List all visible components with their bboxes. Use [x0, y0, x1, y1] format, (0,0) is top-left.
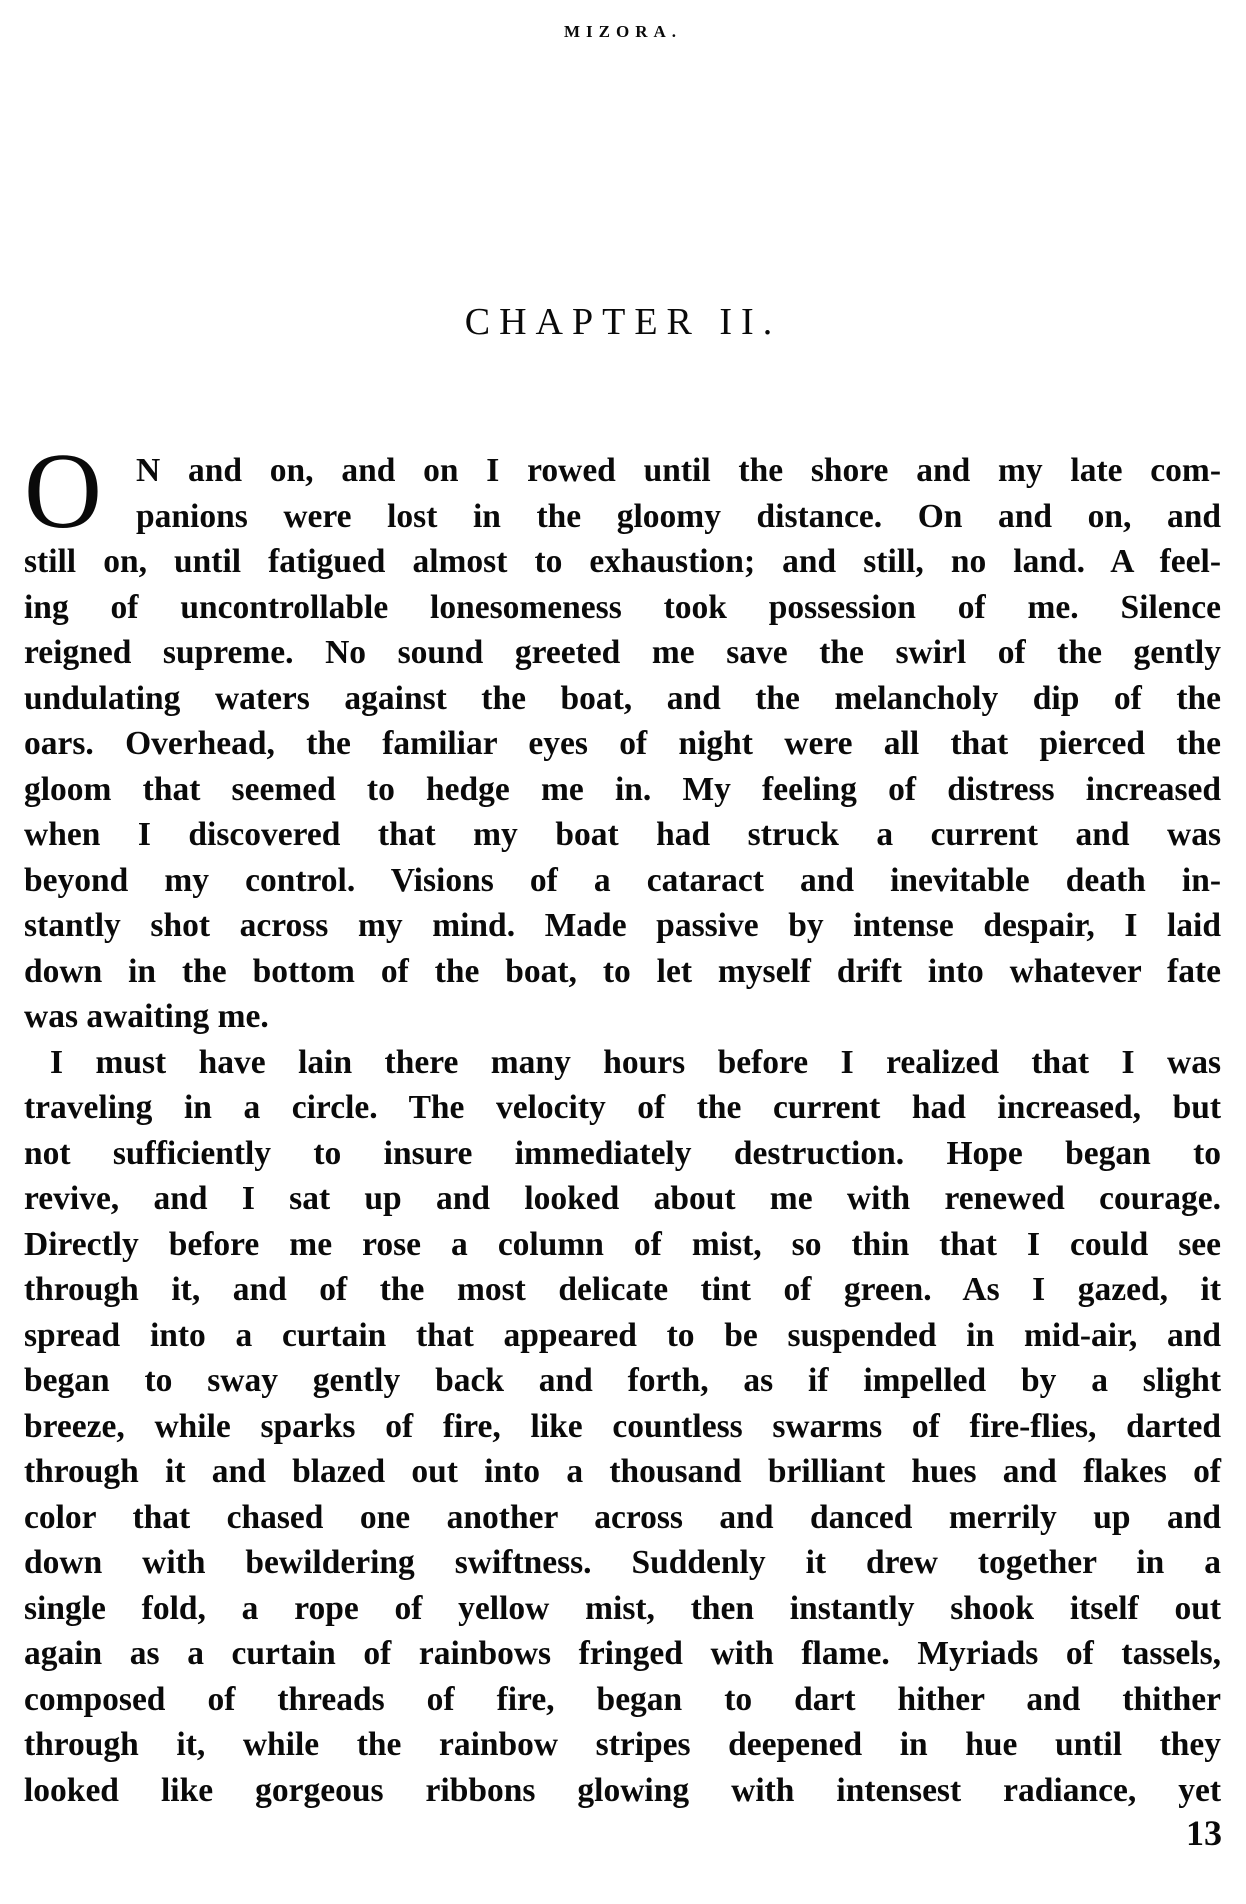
text-line: single fold, a rope of yellow mist, then instantly shook itself out — [24, 1589, 1221, 1627]
running-head: MIZORA. — [563, 22, 683, 41]
text-line: began to sway gently back and forth, as if impelled by a slight — [24, 1362, 1221, 1399]
text-line: composed of threads of fire, began to dart hither and thither — [24, 1680, 1221, 1718]
text-line: not sufficiently to insure immediately destruction. Hope began to — [24, 1134, 1221, 1172]
text-line: when I discovered that my boat had struck a current and was — [24, 816, 1221, 853]
text-line: down with bewildering swiftness. Suddenly it drew together in a — [24, 1544, 1221, 1581]
body-text — [24, 448, 1221, 1813]
text-line: through it, while the rainbow stripes deepened in hue until they — [24, 1726, 1221, 1763]
text-line: through it and blazed out into a thousand brilliant hues and flakes of — [24, 1453, 1221, 1490]
text-line: oars. Overhead, the familiar eyes of night were all that pierced the — [24, 725, 1221, 762]
text-line: color that chased one another across and danced merrily up and — [24, 1498, 1221, 1536]
text-line: stantly shot across my mind. Made passive by intense despair, I laid — [24, 907, 1221, 944]
text-line: N and on, and on I rowed until the shore and my late com- — [136, 452, 1221, 489]
text-line: beyond my control. Visions of a cataract and inevitable death in- — [24, 861, 1221, 899]
chapter-title: CHAPTER II. — [464, 301, 782, 343]
text-line: again as a curtain of rainbows fringed with flame. Myriads of tassels, — [24, 1635, 1221, 1672]
text-line: through it, and of the most delicate tint of green. As I gazed, it — [24, 1271, 1221, 1308]
page-number: 13 — [1186, 1813, 1222, 1853]
text-line: undulating waters against the boat, and the melancholy dip of the — [24, 679, 1221, 717]
text-line: looked like gorgeous ribbons glowing with intensest radiance, yet — [24, 1771, 1221, 1809]
text-line: gloom that seemed to hedge me in. My feeling of distress increased — [24, 770, 1221, 808]
text-line: was awaiting me. — [24, 998, 269, 1035]
text-line: I must have lain there many hours before I realized that I was — [50, 1043, 1221, 1081]
text-line: ing of uncontrollable lonesomeness took possession of me. Silence — [24, 588, 1221, 626]
text-line: reigned supreme. No sound greeted me save the swirl of the gently — [24, 634, 1221, 671]
text-line: revive, and I sat up and looked about me with renewed courage. — [24, 1180, 1221, 1217]
text-line: Directly before me rose a column of mist, so thin that I could see — [24, 1225, 1221, 1263]
text-line: panions were lost in the gloomy distance. On and on, and — [136, 497, 1221, 535]
text-line: traveling in a circle. The velocity of the current had increased, but — [24, 1089, 1221, 1126]
text-line: breeze, while sparks of fire, like countless swarms of fire-flies, darted — [24, 1407, 1221, 1445]
drop-cap: O — [24, 432, 102, 551]
text-line: spread into a curtain that appeared to be suspended in mid-air, and — [24, 1316, 1221, 1354]
text-line: still on, until fatigued almost to exhaustion; and still, no land. A feel- — [24, 543, 1221, 580]
text-line: down in the bottom of the boat, to let myself drift into whatever fate — [24, 952, 1221, 990]
